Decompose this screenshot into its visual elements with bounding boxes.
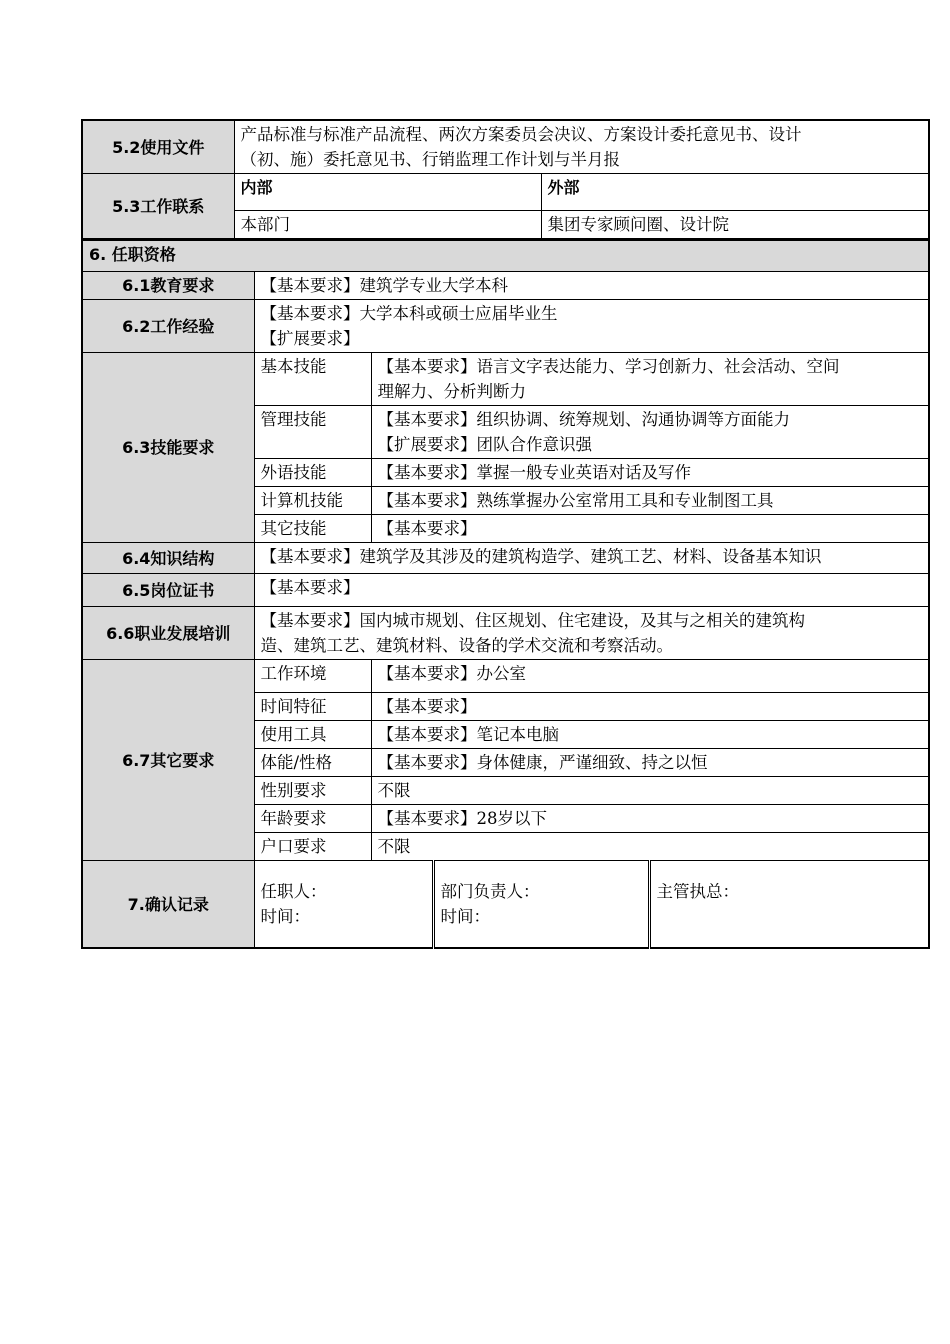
row-5-2 (82, 120, 929, 174)
section-6-title-row (82, 241, 929, 272)
job-requirements-page (81, 119, 930, 949)
other-req-value: 【基本要求】28岁以下 (371, 805, 929, 833)
supervisor-label: 主管执总： (656, 882, 739, 901)
row-7-confirmation (82, 861, 929, 949)
education-value: 【基本要求】建筑学专业大学本科 (254, 272, 929, 300)
other-req-value: 不限 (371, 777, 929, 805)
dept-head-time-label: 时间： (440, 907, 490, 926)
other-req-value: 【基本要求】身体健康，严谨细致、持之以恒 (371, 749, 929, 777)
skill-name: 管理技能 (254, 406, 371, 459)
holder-label: 任职人： (260, 882, 327, 901)
skill-row (82, 353, 929, 406)
work-contacts-label: 5.3工作联系 (82, 174, 234, 240)
other-requirements-label: 6.7其它要求 (82, 660, 254, 861)
other-req-value: 不限 (371, 833, 929, 861)
education-label: 6.1教育要求 (82, 272, 254, 300)
dept-head-signature-cell (433, 861, 649, 949)
career-training-line-1: 【基本要求】国内城市规划、住区规划、住宅建设，及其与之相关的建筑构 (260, 611, 805, 630)
skill-line: 【扩展要求】团队合作意识强 (377, 435, 592, 454)
usage-files-value (234, 120, 929, 174)
other-req-value: 【基本要求】办公室 (371, 660, 929, 693)
skill-line: 【基本要求】语言文字表达能力、学习创新力、社会活动、空间 (377, 357, 840, 376)
section-6-title: 6. 任职资格 (82, 241, 929, 272)
career-training-line-2: 造、建筑工艺、建筑材料、设备的学术交流和考察活动。 (260, 636, 673, 655)
holder-time-label: 时间： (260, 907, 310, 926)
holder-signature-cell (254, 861, 433, 949)
skills-label: 6.3技能要求 (82, 353, 254, 543)
row-6-4 (82, 543, 929, 574)
skill-name: 基本技能 (254, 353, 371, 406)
row-6-6 (82, 607, 929, 660)
career-training-value (254, 607, 929, 660)
dept-head-label: 部门负责人： (440, 882, 540, 901)
skill-name: 外语技能 (254, 459, 371, 487)
qualifications-table (81, 240, 930, 949)
knowledge-label: 6.4知识结构 (82, 543, 254, 574)
other-req-name: 年龄要求 (254, 805, 371, 833)
external-header: 外部 (541, 174, 929, 211)
row-6-2 (82, 300, 929, 353)
other-req-value: 【基本要求】笔记本电脑 (371, 721, 929, 749)
work-experience-line-2: 【扩展要求】 (260, 329, 360, 348)
row-6-1 (82, 272, 929, 300)
other-req-row (82, 660, 929, 693)
other-req-name: 体能/性格 (254, 749, 371, 777)
skill-name: 计算机技能 (254, 487, 371, 515)
row-5-3-header (82, 174, 929, 211)
other-req-name: 户口要求 (254, 833, 371, 861)
skill-name: 其它技能 (254, 515, 371, 543)
external-value: 集团专家顾问圈、设计院 (541, 211, 929, 240)
work-experience-value (254, 300, 929, 353)
career-training-label: 6.6职业发展培训 (82, 607, 254, 660)
other-req-value: 【基本要求】 (371, 693, 929, 721)
skill-line: 理解力、分析判断力 (377, 382, 526, 401)
row-6-5 (82, 574, 929, 607)
work-experience-label: 6.2工作经验 (82, 300, 254, 353)
other-req-name: 性别要求 (254, 777, 371, 805)
skill-value: 【基本要求】熟练掌握办公室常用工具和专业制图工具 (371, 487, 929, 515)
internal-header: 内部 (234, 174, 541, 211)
knowledge-value: 【基本要求】建筑学及其涉及的建筑构造学、建筑工艺、材料、设备基本知识 (254, 543, 929, 574)
skill-value (371, 353, 929, 406)
usage-files-line-1: 产品标准与标准产品流程、两次方案委员会决议、方案设计委托意见书、设计 (240, 125, 802, 144)
skill-value: 【基本要求】 (371, 515, 929, 543)
other-req-name: 使用工具 (254, 721, 371, 749)
certificate-label: 6.5岗位证书 (82, 574, 254, 607)
supervisor-signature-cell (649, 861, 929, 949)
certificate-value: 【基本要求】 (254, 574, 929, 607)
skill-line: 【基本要求】组织协调、统筹规划、沟通协调等方面能力 (377, 410, 790, 429)
usage-files-line-2: （初、施）委托意见书、行销监理工作计划与半月报 (240, 150, 620, 169)
internal-value: 本部门 (234, 211, 541, 240)
skill-value: 【基本要求】掌握一般专业英语对话及写作 (371, 459, 929, 487)
other-req-name: 时间特征 (254, 693, 371, 721)
skill-value (371, 406, 929, 459)
confirmation-label: 7.确认记录 (82, 861, 254, 949)
work-files-contacts-table (81, 119, 930, 240)
work-experience-line-1: 【基本要求】大学本科或硕士应届毕业生 (260, 304, 558, 323)
usage-files-label: 5.2使用文件 (82, 120, 234, 174)
other-req-name: 工作环境 (254, 660, 371, 693)
